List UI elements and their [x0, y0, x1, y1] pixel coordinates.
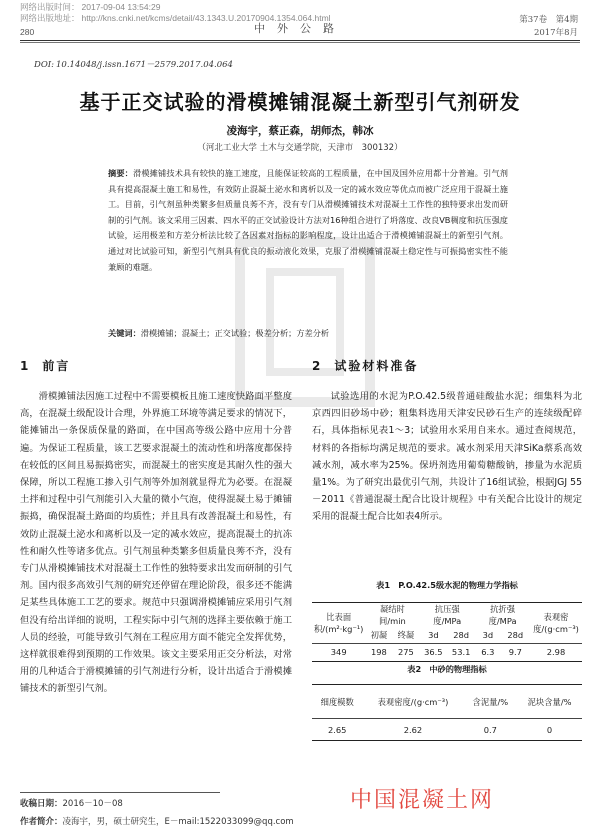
doi-value[interactable]: 10.14048/j.issn.1671－2579.2017.04.064 — [56, 60, 233, 70]
table-2 — [312, 684, 582, 741]
keywords-label: 关键词： — [108, 328, 141, 338]
download-time-label: 网络出版时间： — [20, 2, 80, 12]
t1-sub-3d-comp: 3d — [428, 629, 439, 640]
t2-header-fineness: 细度模数 — [320, 696, 354, 707]
t1-cell: 349 — [330, 647, 347, 657]
table-1-caption: 表1 P.O.42.5级水泥的物理力学指标 — [376, 580, 518, 590]
t1-cell: 275 — [397, 647, 414, 657]
t2-cell: 0.7 — [483, 724, 497, 735]
t1-cell: 6.3 — [481, 647, 495, 657]
doi-line — [34, 58, 233, 70]
t2-header-density: 表观密度/(g·cm⁻³) — [377, 696, 449, 707]
paper-title: 基于正交试验的滑模摊铺混凝土新型引气剂研发 — [79, 90, 521, 114]
t1-cell: 9.7 — [508, 647, 522, 657]
t1-cell: 53.1 — [451, 647, 471, 657]
t2-cell: 0 — [546, 724, 553, 735]
section-1-title: 前言 — [42, 359, 71, 373]
t2-header-clay-lump: 泥块含量/% — [527, 696, 572, 707]
author-bio-label: 作者简介： — [20, 817, 63, 827]
received-value: 2016－10－08 — [62, 799, 123, 809]
download-url-label: 网络出版地址： — [20, 13, 80, 23]
download-time-value: 2017-09-04 13:54:29 — [81, 2, 161, 12]
received-date — [20, 797, 123, 809]
t1-header-density: 表观密度/(g·cm⁻³) — [530, 603, 582, 644]
keywords — [108, 328, 508, 339]
t1-header-surface: 比表面积/(m²·kg⁻¹) — [312, 603, 365, 644]
t1-sub-28d-comp: 28d — [453, 629, 470, 640]
author-bio-value: 凌海宇，男，硕士研究生，E－mail:1522033099@qq.com — [62, 817, 294, 827]
header-rule — [20, 40, 580, 41]
affiliation: （河北工业大学 土木与交通学院，天津市 300132） — [197, 143, 403, 153]
abstract-text: 滑模摊铺技术具有较快的施工速度，且能保证较高的工程质量，在中国及国外应用都十分普遍。引气剂具有提高混凝土施工和易性，有效防止混凝土泌水和离析以及一定的减水效应等优点而被广泛应用于混凝土施工。目前，引气剂虽种类繁多但质量良莠不齐，没有专门从滑模摊铺技术对混凝土工作性的独特要求出发而研制的引气剂。该文采用三因素、四水平的正交试验设计方法对16种组合进行了坍落度、改良VB稠度和抗压强度试验，运用极差和方差分析法比较了各因素对指标的影响程度，设计出适合于滑模摊铺混凝土的新型引气剂。通过对比试验可知，新型引气剂具有优良的振动液化效果，克服了滑模摊铺混凝土稳定性与可振捣密实性不能兼顾的难题。 — [108, 168, 508, 272]
abstract — [108, 166, 508, 275]
download-url-value[interactable]: http://kns.cnki.net/kcms/detail/43.1343.U.20170904.1354.064.html — [81, 13, 331, 23]
footnote-rule — [20, 792, 220, 793]
t2-cell: 2.65 — [327, 724, 347, 735]
t1-sub-final: 终凝 — [397, 629, 415, 640]
t2-header-mud: 含泥量/% — [472, 696, 509, 707]
doi-label: DOI: — [34, 60, 55, 70]
t1-cell: 36.5 — [424, 647, 443, 657]
download-time — [20, 3, 160, 13]
t1-cell: 198 — [370, 647, 387, 657]
author-bio — [20, 815, 294, 827]
received-label: 收稿日期： — [20, 799, 63, 809]
abstract-label: 摘要： — [108, 168, 134, 178]
section-2-number: 2 — [312, 359, 323, 373]
t2-cell: 2.62 — [403, 724, 423, 735]
keywords-text: 滑模摊铺；混凝土；正交试验；极差分析；方差分析 — [140, 328, 330, 338]
section-1-heading — [20, 357, 70, 374]
page-number: 280 — [20, 27, 35, 37]
t1-header-flexural: 抗折强度/MPa — [488, 604, 517, 626]
t1-sub-28d-flex: 28d — [507, 629, 524, 640]
t1-sub-3d-flex: 3d — [482, 629, 494, 640]
volume-issue: 第37卷 第4期 — [519, 15, 578, 25]
t1-cell: 2.98 — [546, 647, 566, 657]
section-1-body: 滑模摊铺法因施工过程中不需要模板且施工速度快路面平整度高，在混凝土级配设计合理，外界施工环境等满足要求的情况下，能摊铺出一条保质保量的路面，在中国高等级公路中应用十分普遍。为保证工程质量，该工艺要求混凝土的流动性和坍落度都保持在较低的区间且易振捣密实，而混凝土的密实度是其耐久性的强大保障，所以工程施工掺入引气剂等外加剂就显得尤为必要。在混凝土拌和过程中引气剂能引入大量的微小气泡，使得混凝土易于摊铺振捣，确保混凝土路面的均质性；并且具有改善混凝土和易性，有效防止混凝土泌水和离析以及一定的减水效应，提高混凝土的抗冻性和耐久性等诸多优点。引气剂虽种类繁多但质量良莠不齐，没有专门从滑模摊铺技术对混凝土工作性的独特要求出发而研制的引气剂。国内很多高效引气剂的研究还停留在理论阶段，很多还不能满足某些具体施工工艺的要求。规范中只强调滑模摊铺应采用引气剂但没有给出详细的说明，工程实际中引气剂的选择主要依赖于施工人员的经验，可能导致引气剂在工程应用方面不能完全发挥优势，这样就很难得到预期的工作效果。该文主要采用正交分析法，对常用的几种适合于滑模摊铺的引气剂进行分析，设计出适合于滑模摊铺技术的新型引气剂。 — [20, 391, 292, 695]
issue-info — [519, 14, 578, 40]
section-2-body: 试验选用的水泥为P.O.42.5级普通硅酸盐水泥；细集料为北京西四旧砂场中砂；粗集料选用天津安民砂石生产的连续级配碎石，具体指标见表1～3；试验用水采用自来水。通过查阅规范，材料的各指标均满足规范的要求。减水剂采用天津SiKa蔡系高效减水剂，减水率为25%。保坍剂选用葡萄糖酸钠，掺量为水泥质量1%。为了研究出最优引气剂，共设计了16组试验，根据JGJ 55－2011《普通混凝土配合比设计规程》中有关配合比设计的规定采用的混凝土配合比如表4所示。 — [312, 391, 582, 523]
header-rule-thin — [20, 42, 580, 43]
t1-sub-initial: 初凝 — [370, 629, 388, 640]
watermark-text: 中国混凝土网 — [350, 788, 495, 813]
table-1 — [312, 602, 582, 662]
section-1-number: 1 — [20, 359, 31, 373]
journal-name: 中外公路 — [254, 22, 346, 35]
section-2-title: 试验材料准备 — [334, 359, 419, 373]
issue-date: 2017年8月 — [533, 28, 578, 39]
t1-header-setting: 凝结时间/min — [379, 604, 406, 626]
t1-header-compressive: 抗压强度/MPa — [433, 604, 462, 626]
section-2-heading — [312, 357, 418, 374]
author-list: 凌海宇，蔡正森，胡师杰，韩冰 — [226, 125, 374, 137]
table-2-caption: 表2 中砂的物理指标 — [407, 664, 487, 674]
